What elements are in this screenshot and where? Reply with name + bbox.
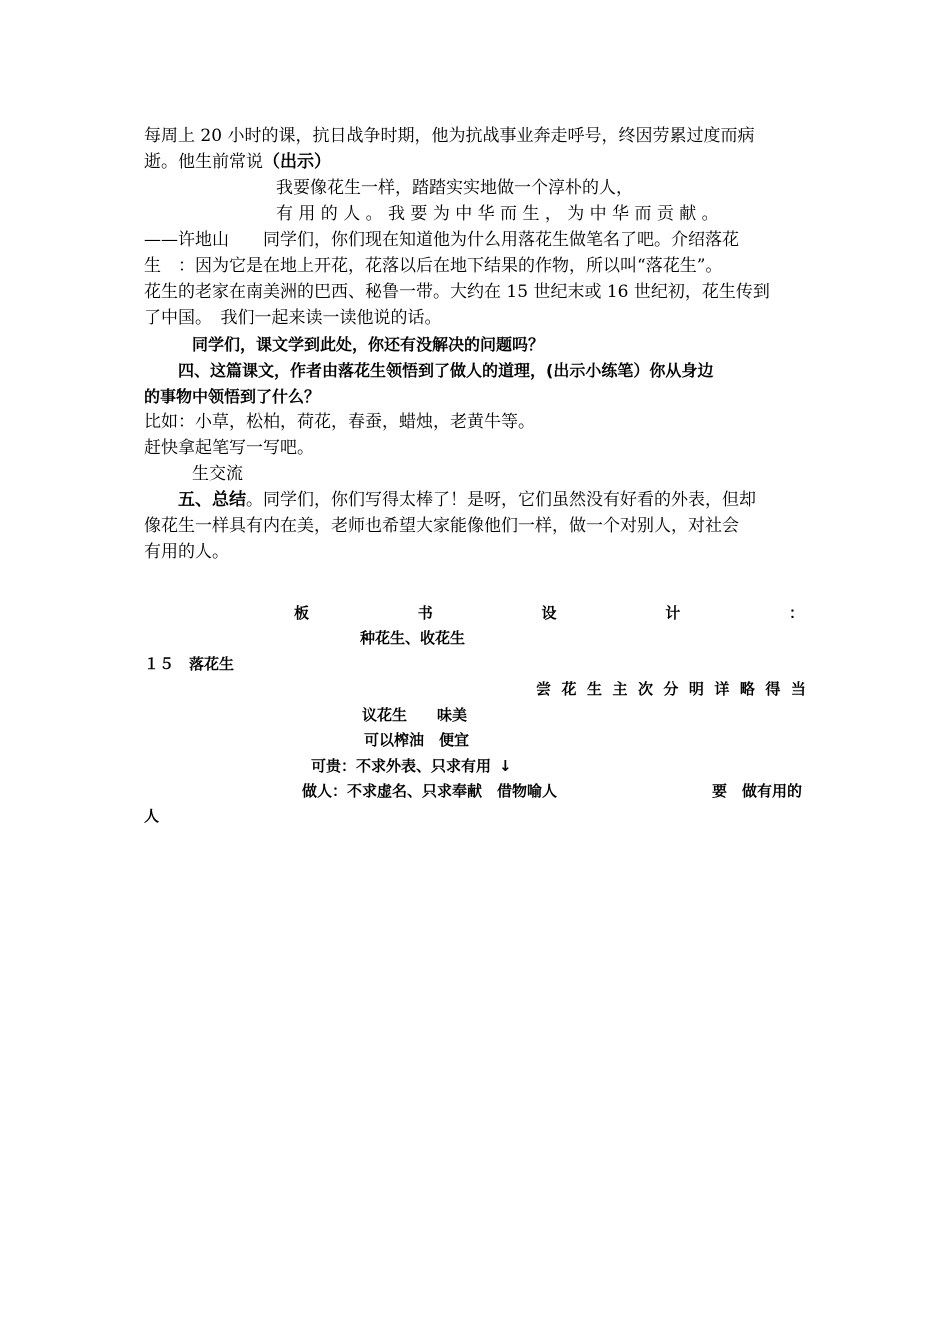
board-oil: 可以榨油 便宜	[364, 731, 470, 749]
quote-line1: 我要像花生一样，踏踏实实地做一个淳朴的人，	[276, 178, 633, 198]
para2-line4: 了中国。 我们一起来读一读他说的话。	[144, 308, 442, 328]
para2-line3: 花生的老家在南美洲的巴西、秘鲁一带。大约在 15 世纪末或 16 世纪初，花生传到	[144, 282, 770, 302]
step4-line2: 的事物中领悟到了什么？	[144, 387, 321, 406]
taste-char: 花	[561, 680, 577, 698]
down-arrow-icon: ↓	[499, 757, 512, 775]
para1-line2	[144, 150, 331, 175]
board-heading-char: 书	[417, 604, 433, 622]
exchange-line: 生交流	[192, 464, 243, 484]
step4-line1: 四、这篇课文，作者由落花生领悟到了做人的道理，(出示小练笔）你从身边	[178, 361, 714, 380]
step5-line1	[178, 488, 756, 513]
board-heading-char: 计	[665, 604, 681, 622]
taste-char: 详	[714, 680, 730, 698]
para1-text: 逝。他生前常说	[144, 152, 263, 172]
board-discuss: 议花生 味美	[362, 706, 468, 724]
board-valuable	[311, 755, 512, 776]
board-heading-char: 板	[294, 604, 310, 622]
board-want: 要 做有用的	[712, 782, 803, 800]
write-line: 赶快拿起笔写一写吧。	[144, 438, 314, 458]
taste-char: 主	[612, 680, 628, 698]
taste-char: 生	[586, 680, 602, 698]
taste-char: 得	[765, 680, 781, 698]
para1-line1: 每周上 20 小时的课，抗日战争时期，他为抗战事业奔走呼号，终因劳累过度而病	[144, 126, 755, 146]
taste-char: 次	[637, 680, 653, 698]
taste-char: 明	[688, 680, 704, 698]
step5-line3: 有用的人。	[144, 542, 229, 562]
board-title: １５ 落花生	[144, 655, 235, 673]
para2-line1: ——许地山 同学们，你们现在知道他为什么用落花生做笔名了吧。介绍落花	[144, 230, 739, 250]
board-heading	[294, 602, 804, 623]
para2-line2: 生 ：因为它是在地上开花，花落以后在地下结果的作物，所以叫“落花生”。	[144, 256, 723, 276]
board-plant: 种花生、收花生	[360, 629, 466, 647]
board-person: 做人：不求虚名、只求奉献 借物喻人	[302, 782, 558, 800]
board-heading-char: ：	[788, 604, 804, 622]
board-taste	[536, 678, 806, 699]
quote-line2: 有 用 的 人 。 我 要 为 中 华 而 生 ， 为 中 华 而 贡 献 。	[276, 204, 719, 224]
question-line: 同学们，课文学到此处，你还有没解决的问题吗？	[192, 335, 545, 354]
board-ren: 人	[144, 807, 160, 825]
examples-line: 比如：小草，松柏，荷花，春蚕，蜡烛，老黄牛等。	[144, 412, 535, 432]
taste-char: 略	[739, 680, 755, 698]
taste-char: 尝	[536, 680, 552, 698]
taste-char: 当	[790, 680, 806, 698]
taste-char: 分	[663, 680, 679, 698]
step5-text: 。同学们，你们写得太棒了！是呀，它们虽然没有好看的外表，但却	[246, 490, 756, 510]
step5-label: 五、总结	[178, 490, 246, 510]
valuable-text: 可贵：不求外表、只求有用	[311, 757, 492, 775]
board-heading-char: 设	[541, 604, 557, 622]
step5-line2: 像花生一样具有内在美，老师也希望大家能像他们一样，做一个对别人，对社会	[144, 516, 739, 536]
show-label: （出示）	[263, 152, 331, 172]
